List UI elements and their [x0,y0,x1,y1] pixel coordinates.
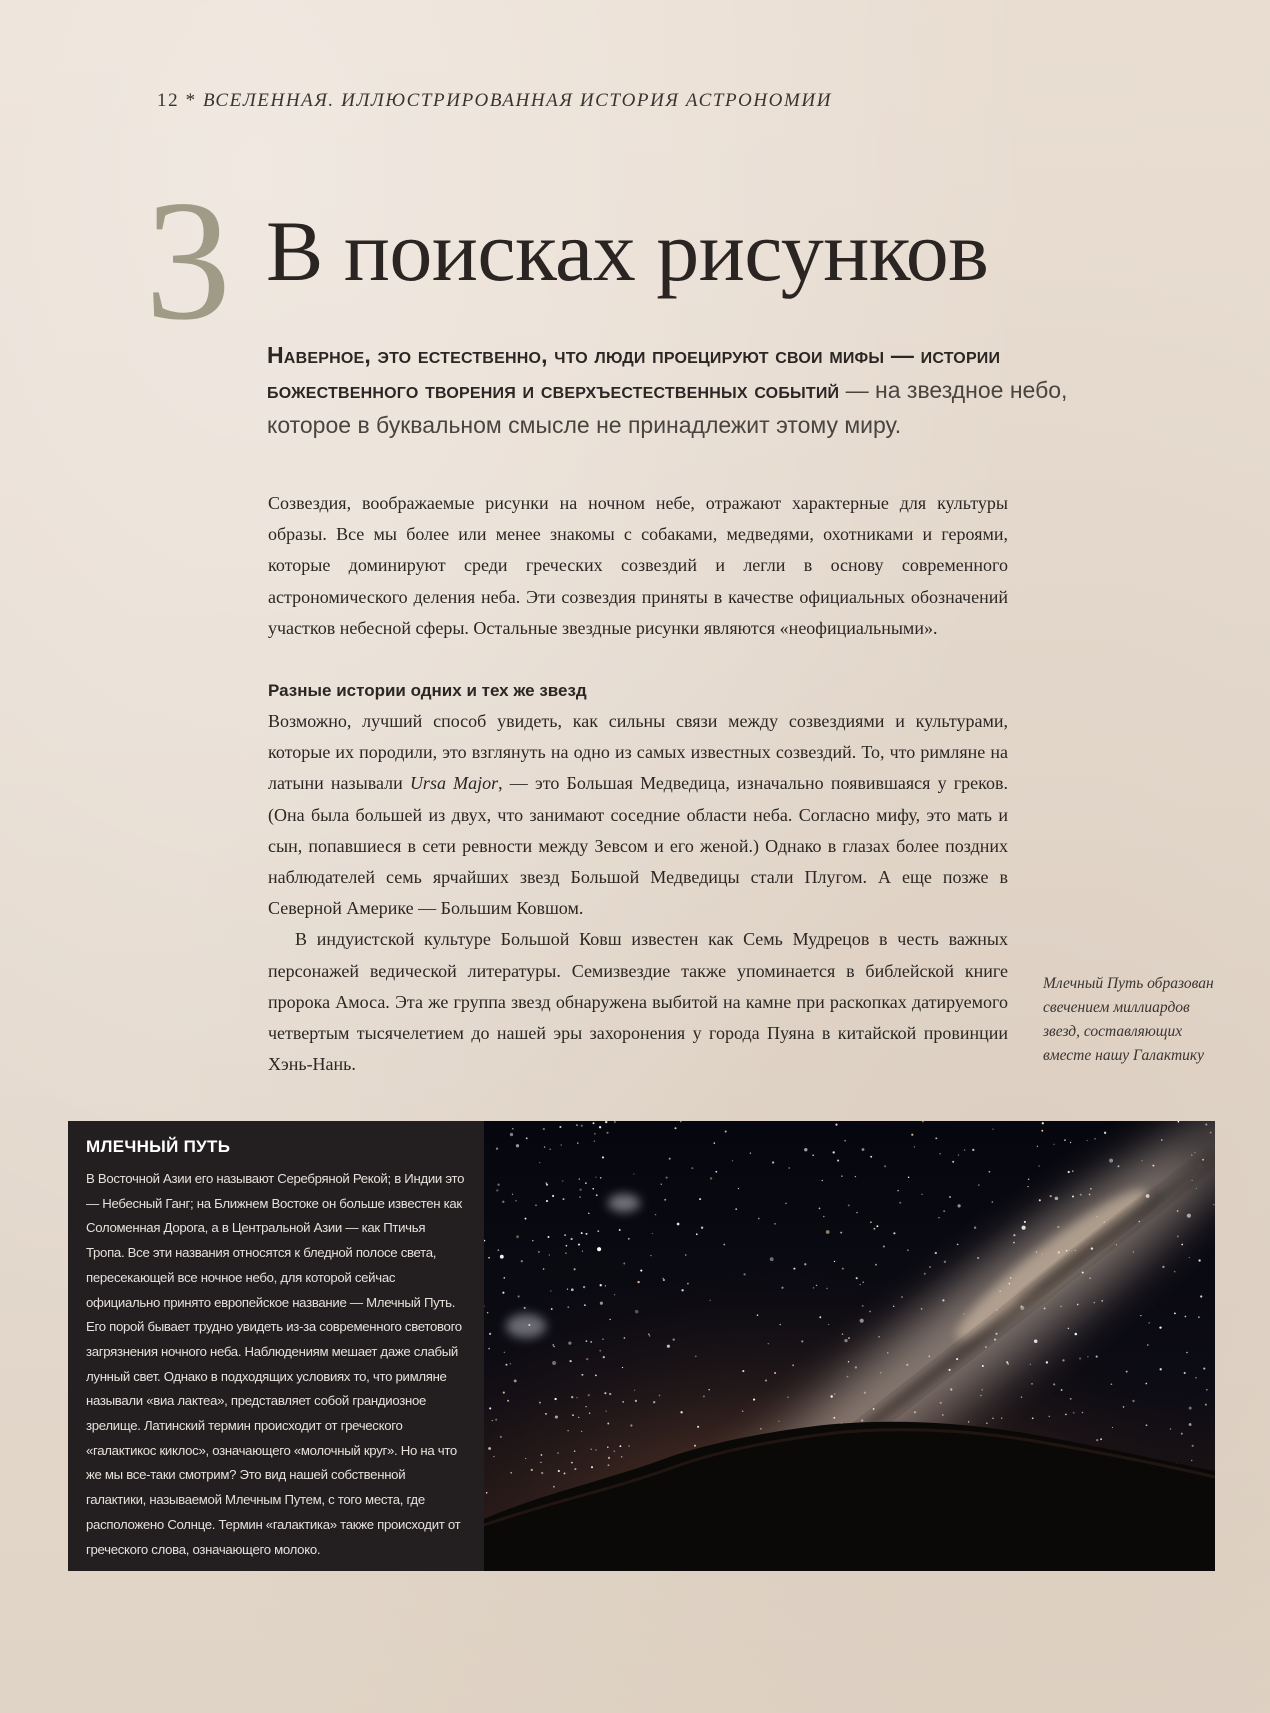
running-head [157,90,832,112]
chapter-number: 3 [145,166,231,356]
photo-caption: Млечный Путь образован свечением миллиардов звезд, составляющих вместе нашу Галактику [1043,975,1214,1064]
paragraph-2-end: , — это Большая Медведица, изначально появившаяся у греков. (Она была большей из двух, что занимают соседние области неба. Согласно мифу, это мать и сын, попавшиеся в сети ревности между Зевсом и его женой.) Однако в глазах более поздних наблюдателей семь ярчайших звезд Большой Медведицы стали Плугом. А еще позже в Северной Америке — Большим Ковшом. [268,773,1008,919]
subheading: Разные истории одних и тех же звезд [268,681,587,701]
lead-rest: — на звездное небо, которое в буквальном смысле не принадлежит этому миру. [267,377,1068,438]
latin-term: Ursa Major [409,773,499,794]
chapter-title: В поисках рисунков [266,203,989,299]
paragraph-1: Созвездия, воображаемые рисунки на ночном небе, отражают характерные для культуры образы. Все мы более или менее знакомы с собаками, медведями, охотниками и героями, которые доминируют среди греческих созвездий и легли в основу современного астрономического деления неба. Эти созвездия приняты в качестве официальных обозначений участков небесной сферы. Остальные звездные рисунки являются «неофициальными». [268,493,1008,638]
paragraph-2-start: Возможно, лучший способ увидеть, как сильны связи между созвездиями и культурами, которые их породили, это взглянуть на одно из самых известных созвездий. То, что римляне на латыни называли [268,711,1008,794]
book-title: ВСЕЛЕННАЯ. ИЛЛЮСТРИРОВАННАЯ ИСТОРИЯ АСТРОНОМИИ [203,90,833,111]
sidebar-text: В Восточной Азии его называют Серебряной Рекой; в Индии это — Небесный Ганг; на Ближнем Востоке он больше известен как Соломенная Дорога, а в Центральной Азии — как Птичья Тропа. Все эти названия относятся к бледной полосе света, пересекающей все ночное небо, для которой сейчас официально принято европейское название — Млечный Путь. Его порой бывает трудно увидеть из-за современного светового загрязнения ночного неба. Наблюдениям мешает даже слабый лунный свет. Однако в подходящих условиях то, что римляне называли «виа лактеа», представляет собой грандиозное зрелище. Латинский термин происходит от греческого «галактикос киклос», означающего «молочный круг». Но на что же мы все-таки смотрим? Это вид нашей собственной галактики, называемой Млечным Путем, с того места, где расположено Солнце. Термин «галактика» также происходит от греческого слова, означающего молоко. [86,1171,465,1557]
milky-way-illustration [484,1121,1215,1571]
paragraph-2 [268,706,1008,924]
sidebar-box [68,1121,484,1571]
sidebar-title: МЛЕЧНЫЙ ПУТЬ [86,1137,231,1156]
body-text [268,488,1008,1080]
milky-way-photo [484,1121,1215,1571]
lead-small-caps: Наверное, это естественно, что люди проецируют свои мифы — истории божественного творения и сверхъестественных событий [267,342,1001,403]
paragraph-3: В индуистской культуре Большой Ковш известен как Семь Мудрецов в честь важных персонажей ведической литературы. Семизвездие также упоминается в библейской книге пророка Амоса. Эта же группа звезд обнаружена выбитой на камне при раскопках датируемого четвертым тысячелетием до нашей эры захоронения у города Пуяна в китайской провинции Хэнь-Нань. [268,929,1008,1075]
separator-glyph: * [185,90,197,111]
page-number: 12 [157,90,180,111]
lead-paragraph [267,338,1127,443]
